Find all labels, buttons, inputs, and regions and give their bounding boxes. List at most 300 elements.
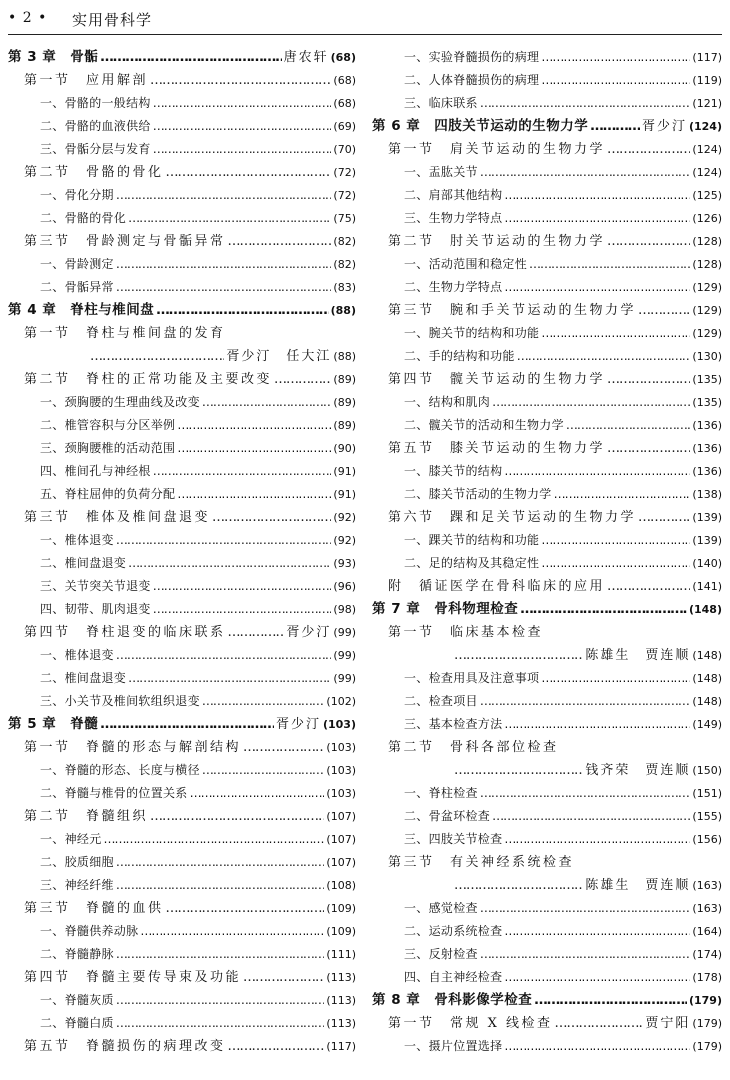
toc-sub-entry [8, 575, 356, 598]
toc-sub-entry [8, 391, 356, 414]
toc-sub-entry [372, 529, 722, 552]
toc-sub-entry [372, 69, 722, 92]
toc-author: 胥少汀 任大江 [226, 349, 332, 364]
toc-sub-entry [372, 966, 722, 989]
toc-page-number: (149) [692, 718, 722, 731]
toc-section-entry [372, 1012, 722, 1035]
toc-page-number: (139) [692, 534, 722, 547]
toc-page-number: (75) [333, 212, 356, 225]
toc-sub-entry [372, 920, 722, 943]
toc-label: 一、实验脊髓损伤的病理 [404, 50, 540, 64]
dot-leader [504, 1035, 690, 1058]
toc-sub-entry [8, 184, 356, 207]
toc-chapter-entry [8, 713, 356, 736]
dot-leader [156, 299, 328, 322]
dot-leader [638, 506, 690, 529]
toc-page-number: (129) [692, 304, 722, 317]
toc-sub-entry [372, 460, 722, 483]
toc-label: 第四节 脊髓主要传导束及功能 [24, 970, 242, 985]
dot-leader [492, 391, 690, 414]
toc-sub-entry [8, 253, 356, 276]
toc-sub-entry [372, 322, 722, 345]
dot-leader [100, 46, 281, 69]
toc-label: 二、足的结构及其稳定性 [404, 556, 540, 570]
toc-label: 第一节 应用解剖 [24, 73, 149, 88]
toc-page-number: (148) [688, 603, 722, 616]
toc-page-number: (136) [692, 419, 722, 432]
toc-page-number: (82) [333, 235, 356, 248]
toc-label: 一、骨化分期 [40, 188, 114, 202]
dot-leader [607, 138, 690, 161]
toc-page-number: (126) [692, 212, 722, 225]
toc-section-entry [8, 161, 356, 184]
toc-sub-entry [8, 92, 356, 115]
toc-label: 三、颈胸腰椎的活动范围 [40, 441, 176, 455]
toc-section-entry [8, 736, 356, 759]
toc-page-number: (174) [692, 948, 722, 961]
dot-leader [100, 713, 274, 736]
toc-page-number: (90) [333, 442, 356, 455]
toc-label: 第二节 骨骼的骨化 [24, 165, 164, 180]
toc-section-entry [8, 506, 356, 529]
toc-label: 一、脊柱检查 [404, 786, 478, 800]
toc-label: 第一节 脊柱与椎间盘的发育 [24, 326, 226, 341]
toc-sub-entry [8, 920, 356, 943]
toc-page-number: (89) [333, 419, 356, 432]
toc-page-number: (117) [326, 1040, 356, 1053]
toc-label: 一、脊髓的形态、长度与横径 [40, 763, 200, 777]
toc-page-number: (88) [330, 304, 356, 317]
toc-label: 二、骨骺异常 [40, 280, 114, 294]
dot-leader [480, 690, 691, 713]
dot-leader [166, 897, 325, 920]
dot-leader [228, 621, 285, 644]
dot-leader [202, 391, 332, 414]
dot-leader [504, 276, 690, 299]
toc-sub-entry [8, 989, 356, 1012]
toc-page-number: (140) [692, 557, 722, 570]
dot-leader [492, 805, 690, 828]
toc-label: 第四节 髋关节运动的生物力学 [388, 372, 606, 387]
toc-author: 胥少汀 [641, 119, 687, 134]
dot-leader [116, 276, 332, 299]
toc-sub-entry [372, 207, 722, 230]
toc-label: 第二节 骨科各部位检查 [388, 740, 559, 755]
toc-sub-entry [372, 46, 722, 69]
toc-page-number: (82) [333, 258, 356, 271]
page-number: • 2 • [8, 10, 48, 26]
dot-leader [504, 920, 690, 943]
toc-page-number: (179) [688, 994, 722, 1007]
toc-chapter-entry [8, 46, 356, 69]
dot-leader [202, 690, 325, 713]
toc-section-entry [8, 897, 356, 920]
toc-chapter-entry [372, 598, 722, 621]
toc-page-number: (88) [333, 350, 356, 363]
toc-section-entry [372, 299, 722, 322]
dot-leader [140, 920, 324, 943]
toc-label: 一、椎体退变 [40, 648, 114, 662]
dot-leader [480, 943, 691, 966]
dot-leader [504, 713, 690, 736]
toc-page-number: (69) [333, 120, 356, 133]
toc-page-number: (148) [692, 649, 722, 662]
toc-page-number: (103) [326, 764, 356, 777]
toc-sub-entry [372, 414, 722, 437]
toc-sub-entry [8, 437, 356, 460]
toc-label: 三、四肢关节检查 [404, 832, 503, 846]
toc-page-number: (151) [692, 787, 722, 800]
toc-author-line [372, 759, 722, 782]
toc-label: 一、神经元 [40, 832, 102, 846]
toc-label: 二、运动系统检查 [404, 924, 503, 938]
toc-section-heading [372, 851, 722, 874]
toc-page-number: (111) [326, 948, 356, 961]
toc-page-number: (136) [692, 465, 722, 478]
toc-label: 二、骨骼的骨化 [40, 211, 127, 225]
toc-page-number: (109) [326, 925, 356, 938]
dot-leader [190, 782, 325, 805]
toc-label: 三、基本检查方法 [404, 717, 503, 731]
dot-leader [534, 989, 687, 1012]
toc-label: 二、椎管容积与分区举例 [40, 418, 176, 432]
toc-label: 五、脊柱屈伸的负荷分配 [40, 487, 176, 501]
dot-leader [228, 1035, 325, 1058]
toc-page-number: (102) [326, 695, 356, 708]
dot-leader [590, 115, 640, 138]
toc-page-number: (91) [333, 465, 356, 478]
dot-leader [390, 759, 583, 782]
toc-sub-entry [372, 276, 722, 299]
toc-section-entry [372, 437, 722, 460]
toc-page-number: (138) [692, 488, 722, 501]
toc-chapter-entry [372, 989, 722, 1012]
toc-page-number: (148) [692, 672, 722, 685]
dot-leader [116, 253, 332, 276]
toc-page-number: (103) [326, 741, 356, 754]
dot-leader [166, 161, 332, 184]
dot-leader [554, 483, 691, 506]
toc-section-heading [372, 736, 722, 759]
toc-sub-entry [8, 690, 356, 713]
toc-sub-entry [372, 1035, 722, 1058]
toc-label: 第 8 章 骨科影像学检查 [372, 992, 533, 1008]
toc-page-number: (92) [333, 534, 356, 547]
toc-label: 第四节 脊柱退变的临床联系 [24, 625, 226, 640]
dot-leader [128, 207, 331, 230]
toc-sub-entry [372, 713, 722, 736]
toc-label: 一、椎体退变 [40, 533, 114, 547]
toc-page-number: (103) [322, 718, 356, 731]
toc-sub-entry [8, 759, 356, 782]
toc-label: 二、髋关节的活动和生物力学 [404, 418, 564, 432]
toc-label: 第一节 肩关节运动的生物力学 [388, 142, 606, 157]
toc-author: 唐农轩 [283, 50, 329, 65]
dot-leader [116, 184, 332, 207]
toc-label: 二、膝关节活动的生物力学 [404, 487, 552, 501]
toc-label: 第一节 临床基本检查 [388, 625, 544, 640]
toc-section-entry [372, 138, 722, 161]
toc-sub-entry [8, 667, 356, 690]
toc-sub-entry [372, 552, 722, 575]
dot-leader [480, 92, 691, 115]
dot-leader [607, 437, 690, 460]
toc-label: 一、摄片位置选择 [404, 1039, 503, 1053]
toc-label: 一、活动范围和稳定性 [404, 257, 528, 271]
toc-label: 一、结构和肌肉 [404, 395, 491, 409]
dot-leader [243, 966, 324, 989]
dot-leader [390, 644, 583, 667]
dot-leader [504, 184, 690, 207]
toc-label: 三、小关节及椎间软组织退变 [40, 694, 200, 708]
toc-sub-entry [372, 161, 722, 184]
toc-page-number: (72) [333, 166, 356, 179]
dot-leader [153, 115, 332, 138]
toc-label: 一、膝关节的结构 [404, 464, 503, 478]
toc-page-number: (135) [692, 396, 722, 409]
toc-sub-entry [372, 782, 722, 805]
toc-label: 二、骨盆环检查 [404, 809, 491, 823]
toc-sub-entry [372, 391, 722, 414]
toc-chapter-entry [372, 115, 722, 138]
toc-page-number: (89) [333, 396, 356, 409]
toc-page-number: (108) [326, 879, 356, 892]
toc-page-number: (148) [692, 695, 722, 708]
toc-page-number: (117) [692, 51, 722, 64]
toc-section-entry [8, 69, 356, 92]
toc-label: 一、腕关节的结构和功能 [404, 326, 540, 340]
toc-sub-entry [8, 414, 356, 437]
toc-section-entry [8, 230, 356, 253]
toc-sub-entry [372, 690, 722, 713]
dot-leader [177, 483, 331, 506]
dot-leader [116, 874, 325, 897]
toc-sub-entry [8, 483, 356, 506]
dot-leader [390, 874, 583, 897]
toc-page-number: (129) [692, 281, 722, 294]
toc-label: 第五节 脊髓损伤的病理改变 [24, 1039, 226, 1054]
toc-sub-entry [8, 874, 356, 897]
toc-label: 四、韧带、肌肉退变 [40, 602, 151, 616]
dot-leader [26, 345, 224, 368]
toc-section-entry [372, 230, 722, 253]
toc-page-number: (99) [333, 672, 356, 685]
toc-sub-entry [8, 644, 356, 667]
dot-leader [212, 506, 331, 529]
dot-leader [541, 46, 690, 69]
toc-sub-entry [8, 552, 356, 575]
dot-leader [116, 644, 332, 667]
dot-leader [541, 69, 690, 92]
dot-leader [504, 828, 690, 851]
toc-sub-entry [8, 115, 356, 138]
toc-sub-entry [372, 828, 722, 851]
toc-page-number: (121) [692, 97, 722, 110]
toc-author-line [372, 644, 722, 667]
toc-page-number: (92) [333, 511, 356, 524]
toc-label: 二、胶质细胞 [40, 855, 114, 869]
dot-leader [274, 368, 331, 391]
toc-label: 第二节 脊髓组织 [24, 809, 149, 824]
toc-section-entry [372, 506, 722, 529]
toc-section-entry [8, 966, 356, 989]
toc-label: 第 5 章 脊髓 [8, 716, 99, 732]
toc-page-number: (150) [692, 764, 722, 777]
toc-label: 第三节 腕和手关节运动的生物力学 [388, 303, 637, 318]
toc-right-column [372, 46, 722, 1058]
toc-page-number: (103) [326, 787, 356, 800]
dot-leader [607, 575, 690, 598]
toc-sub-entry [8, 1012, 356, 1035]
toc-section-heading [8, 322, 356, 345]
toc-author: 陈雄生 贾连顺 [585, 648, 691, 663]
toc-label: 二、生物力学特点 [404, 280, 503, 294]
book-title: 实用骨科学 [72, 11, 153, 29]
toc-label: 三、反射检查 [404, 947, 478, 961]
toc-label: 第一节 脊髓的形态与解剖结构 [24, 740, 242, 755]
toc-label: 一、检查用具及注意事项 [404, 671, 540, 685]
dot-leader [504, 460, 690, 483]
toc-label: 一、脊髓供养动脉 [40, 924, 139, 938]
toc-label: 三、关节突关节退变 [40, 579, 151, 593]
toc-page-number: (128) [692, 258, 722, 271]
toc-label: 一、颈胸腰的生理曲线及改变 [40, 395, 200, 409]
dot-leader [520, 598, 687, 621]
toc-page-number: (124) [692, 166, 722, 179]
toc-sub-entry [8, 207, 356, 230]
toc-label: 第一节 常规 X 线检查 [388, 1016, 553, 1031]
dot-leader [150, 805, 324, 828]
toc-page-number: (96) [333, 580, 356, 593]
toc-author-line [8, 345, 356, 368]
toc-label: 二、骨骼的血液供给 [40, 119, 151, 133]
toc-page-number: (113) [326, 971, 356, 984]
dot-leader [504, 207, 690, 230]
toc-sub-entry [372, 897, 722, 920]
toc-label: 三、临床联系 [404, 96, 478, 110]
dot-leader [150, 69, 331, 92]
toc-sub-entry [8, 276, 356, 299]
toc-label: 二、脊髓静脉 [40, 947, 114, 961]
header-rule [8, 34, 722, 35]
toc-label: 二、脊髓与椎骨的位置关系 [40, 786, 188, 800]
toc-label: 一、骨龄测定 [40, 257, 114, 271]
dot-leader [116, 529, 332, 552]
dot-leader [128, 552, 331, 575]
toc-author: 陈雄生 贾连顺 [585, 878, 691, 893]
toc-page-number: (98) [333, 603, 356, 616]
toc-label: 第 4 章 脊柱与椎间盘 [8, 302, 155, 318]
toc-page-number: (130) [692, 350, 722, 363]
toc-author: 胥少汀 [286, 625, 332, 640]
toc-sub-entry [8, 782, 356, 805]
dot-leader [153, 460, 332, 483]
toc-page-number: (125) [692, 189, 722, 202]
toc-sub-entry [8, 851, 356, 874]
dot-leader [153, 598, 332, 621]
toc-label: 第二节 脊柱的正常功能及主要改变 [24, 372, 273, 387]
toc-page-number: (107) [326, 856, 356, 869]
toc-author: 胥少汀 [275, 717, 321, 732]
dot-leader [116, 851, 325, 874]
toc-page-number: (119) [692, 74, 722, 87]
toc-sub-entry [372, 92, 722, 115]
dot-leader [153, 138, 332, 161]
dot-leader [555, 1012, 644, 1035]
toc-label: 二、椎间盘退变 [40, 556, 127, 570]
dot-leader [480, 897, 691, 920]
toc-page-number: (135) [692, 373, 722, 386]
dot-leader [116, 989, 325, 1012]
toc-sub-entry [8, 943, 356, 966]
toc-chapter-entry [8, 299, 356, 322]
toc-page-number: (113) [326, 1017, 356, 1030]
toc-page-number: (139) [692, 511, 722, 524]
toc-page-number: (164) [692, 925, 722, 938]
toc-label: 第三节 骨龄测定与骨骺异常 [24, 234, 226, 249]
toc-label: 附 循证医学在骨科临床的应用 [388, 579, 606, 594]
toc-section-entry [8, 621, 356, 644]
toc-page-number: (93) [333, 557, 356, 570]
toc-label: 四、自主神经检查 [404, 970, 503, 984]
dot-leader [480, 782, 691, 805]
toc-page-number: (163) [692, 902, 722, 915]
toc-page-number: (99) [333, 649, 356, 662]
toc-page-number: (99) [333, 626, 356, 639]
toc-page-number: (91) [333, 488, 356, 501]
toc-section-entry [372, 575, 722, 598]
toc-page-number: (163) [692, 879, 722, 892]
dot-leader [128, 667, 331, 690]
toc-label: 二、椎间盘退变 [40, 671, 127, 685]
toc-label: 第 3 章 骨骺 [8, 49, 99, 65]
dot-leader [116, 1012, 325, 1035]
dot-leader [517, 345, 691, 368]
toc-sub-entry [372, 253, 722, 276]
toc-label: 三、生物力学特点 [404, 211, 503, 225]
dot-leader [243, 736, 324, 759]
dot-leader [153, 92, 332, 115]
dot-leader [541, 552, 690, 575]
toc-label: 二、检查项目 [404, 694, 478, 708]
toc-page-number: (136) [692, 442, 722, 455]
dot-leader [504, 966, 690, 989]
dot-leader [116, 943, 325, 966]
dot-leader [638, 299, 690, 322]
toc-label: 第三节 有关神经系统检查 [388, 855, 575, 870]
dot-leader [541, 529, 690, 552]
toc-page-number: (128) [692, 235, 722, 248]
page-header [8, 4, 722, 34]
toc-page-number: (156) [692, 833, 722, 846]
toc-page-number: (68) [333, 74, 356, 87]
toc-sub-entry [372, 345, 722, 368]
toc-label: 二、肩部其他结构 [404, 188, 503, 202]
toc-page-number: (68) [333, 97, 356, 110]
toc-page-number: (83) [333, 281, 356, 294]
toc-page-number: (107) [326, 833, 356, 846]
toc-page-number: (179) [692, 1017, 722, 1030]
toc-sub-entry [372, 943, 722, 966]
toc-page-number: (179) [692, 1040, 722, 1053]
toc-label: 四、椎间孔与神经根 [40, 464, 151, 478]
toc-label: 三、神经纤维 [40, 878, 114, 892]
toc-page-number: (89) [333, 373, 356, 386]
toc-section-entry [8, 805, 356, 828]
toc-label: 第六节 踝和足关节运动的生物力学 [388, 510, 637, 525]
toc-sub-entry [372, 483, 722, 506]
toc-page-number: (124) [692, 143, 722, 156]
